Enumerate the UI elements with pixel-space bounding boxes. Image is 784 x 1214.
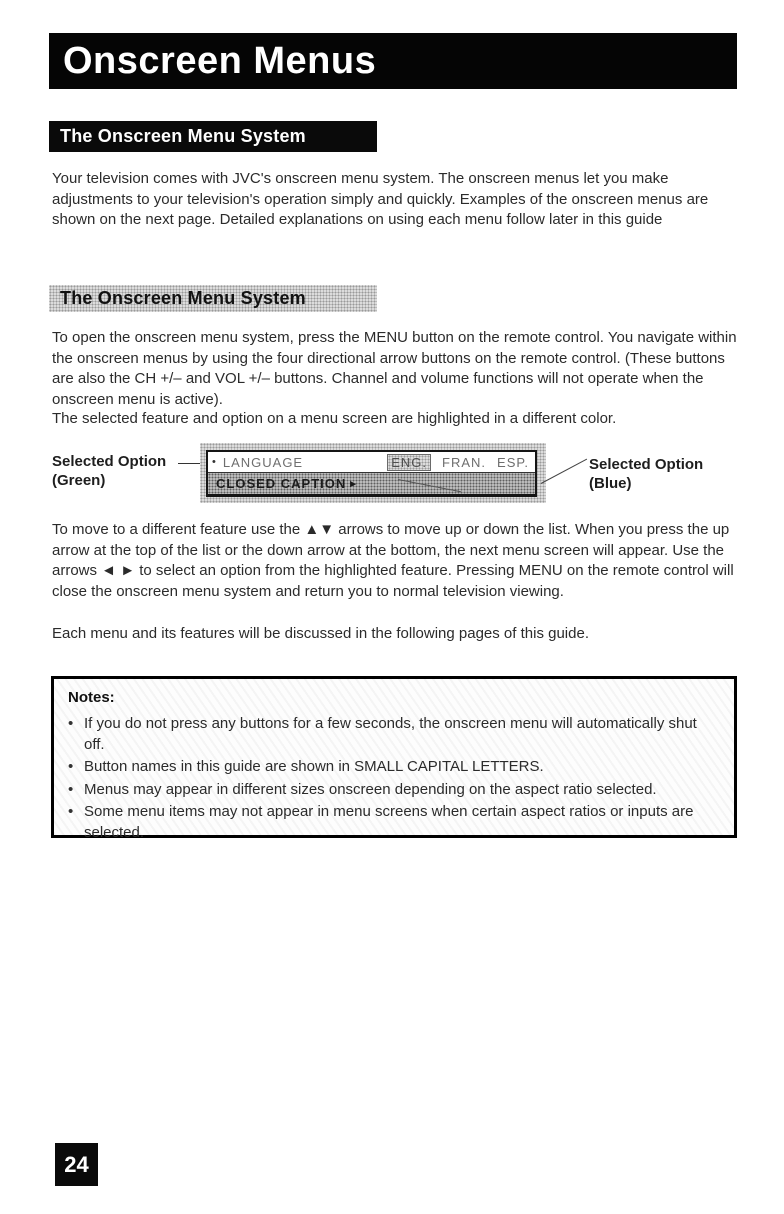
menu-option-fran: FRAN. xyxy=(442,454,487,470)
bullet-icon: • xyxy=(68,715,74,732)
navigation-paragraph: To move to a different feature use the ▲▼ arrows to move up or down the list. When you press the up arrow at the top of the list or the down arrow at the bottom, the next menu screen will appear. Use the arrows ◄ ► to select an option from the highlighted feature. Pressing MENU on the remote control will close the onscreen menu system and return you to normal television viewing. xyxy=(52,521,734,600)
figure-label-blue xyxy=(589,455,703,493)
section-header-gray xyxy=(49,285,377,312)
bullet-icon: • xyxy=(212,456,217,468)
bullet-icon: • xyxy=(68,780,74,798)
menu-option-eng-selected: ENG. xyxy=(387,454,431,471)
menu-screen-box xyxy=(206,450,537,497)
submenu-arrow-icon: ▸ xyxy=(350,478,357,490)
figure-label-green-line2: (Green) xyxy=(52,472,106,489)
chapter-title-bar xyxy=(49,33,737,89)
menu-options xyxy=(387,454,529,471)
leader-line-right xyxy=(541,459,587,484)
notes-box xyxy=(51,676,737,841)
menu-option-esp: ESP. xyxy=(497,454,529,470)
menu-feature-language: LANGUAGE xyxy=(222,454,304,470)
figure-label-green-line1: Selected Option xyxy=(52,453,167,470)
note-text: Button names in this guide are shown in SMALL CAPITAL LETTERS. xyxy=(84,758,544,775)
menu-feature-closed-caption: CLOSED CAPTION xyxy=(216,476,347,491)
note-text: Menus may appear in different sizes onscreen depending on the aspect ratio selected. xyxy=(84,780,657,798)
gray-section-heading: The Onscreen Menu System xyxy=(60,288,306,308)
notes-list xyxy=(68,714,720,843)
notes-title: Notes: xyxy=(68,689,115,706)
highlight-paragraph: The selected feature and option on a menu screen are highlighted in a different color. xyxy=(52,410,617,427)
note-item xyxy=(68,802,720,843)
bullet-icon: • xyxy=(68,758,74,775)
bullet-icon: • xyxy=(68,803,74,820)
figure-label-blue-line2: (Blue) xyxy=(589,475,632,492)
menu-open-paragraph: To open the onscreen menu system, press the MENU button on the remote control. You navigate within the onscreen menus by using the four directional arrow buttons on the remote control. (These buttons are also the CH +/– and VOL +/– buttons. Channel and volume functions will not operate when the onscreen menu is active). xyxy=(52,329,737,408)
intro-paragraph: Your television comes with JVC's onscreen menu system. The onscreen menus let you make adjustments to your television's operation simply and quickly. Examples of the onscreen menus are shown on the next page. Detailed explanations on using each menu follow later in this guide xyxy=(52,170,709,228)
figure-label-blue-line1: Selected Option xyxy=(589,456,704,473)
page-number-badge: 24 xyxy=(55,1143,98,1186)
note-item xyxy=(68,757,720,778)
section-heading: The Onscreen Menu System xyxy=(60,126,306,146)
section-header-black xyxy=(49,121,377,152)
menu-screen-example xyxy=(200,443,546,503)
menu-row-closed-caption xyxy=(208,472,535,494)
chapter-title: Onscreen Menus xyxy=(63,39,377,82)
menu-row-language xyxy=(208,452,535,472)
figure-label-green xyxy=(52,452,166,490)
note-text: Some menu items may not appear in menu screens when certain aspect ratios or inputs are selected. xyxy=(84,803,694,841)
closing-paragraph: Each menu and its features will be discussed in the following pages of this guide. xyxy=(52,625,589,642)
note-text: If you do not press any buttons for a few seconds, the onscreen menu will automatically shut off. xyxy=(84,715,697,753)
note-item xyxy=(68,780,720,801)
note-item xyxy=(68,714,720,755)
